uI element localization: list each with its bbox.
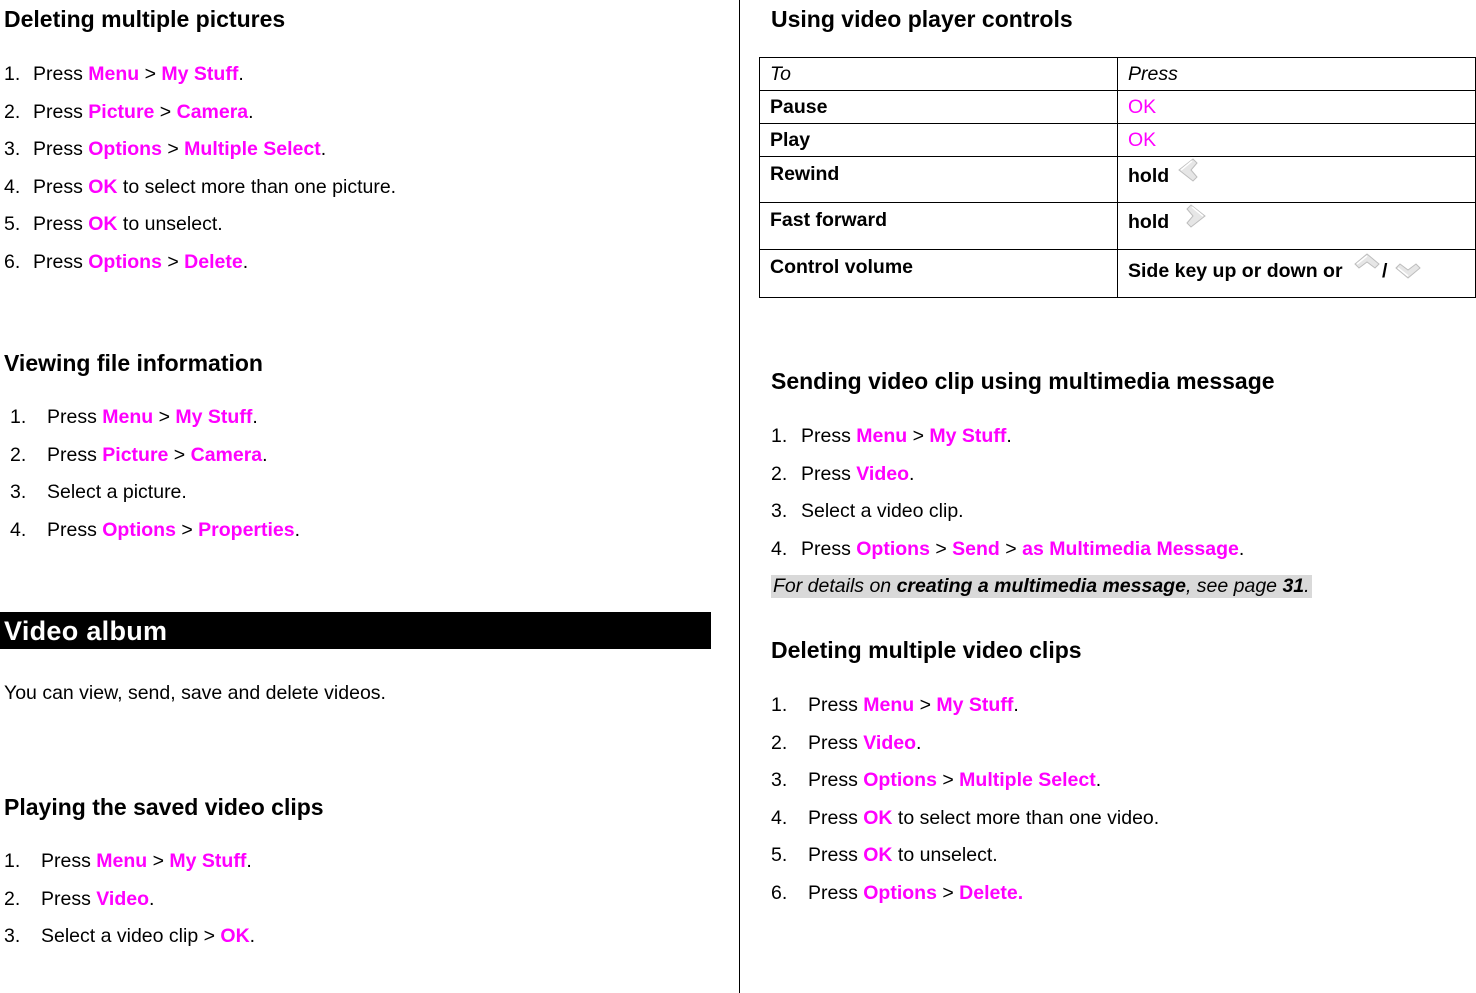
list-item — [4, 887, 255, 925]
step-text: . — [238, 63, 244, 85]
step-text: . — [242, 250, 249, 273]
menu-key: Send — [952, 537, 1000, 560]
list-item — [771, 731, 1159, 769]
step-text: Press — [801, 462, 857, 485]
step-text: Press — [33, 250, 89, 273]
list-item — [10, 405, 300, 443]
row-press-rewind — [1118, 157, 1476, 203]
step-number: 1. — [10, 406, 27, 428]
menu-key: Menu — [96, 850, 148, 872]
step-text: > — [161, 138, 185, 160]
step-number: 2. — [771, 731, 788, 754]
menu-key: Delete. — [959, 881, 1024, 904]
step-text: Press — [33, 175, 89, 198]
list-item — [771, 843, 1159, 881]
steps-deleting-pictures — [4, 62, 396, 287]
menu-key: My Stuff — [161, 63, 239, 85]
step-text: . — [252, 406, 258, 428]
menu-key: Multiple Select — [184, 138, 321, 160]
nav-left-key-icon — [1175, 157, 1205, 183]
step-text: Press — [801, 425, 857, 447]
step-text: Press — [47, 406, 103, 428]
list-item — [4, 250, 396, 288]
step-number: 2. — [4, 100, 21, 123]
note-suffix: . — [1304, 575, 1310, 597]
menu-key: Menu — [863, 694, 915, 716]
row-action-pause: Pause — [760, 91, 1118, 124]
list-item — [4, 62, 396, 100]
step-number: 4. — [771, 537, 788, 560]
step-number: 5. — [771, 844, 788, 866]
step-text: Press — [41, 850, 97, 872]
heading-deleting-pictures: Deleting multiple pictures — [4, 6, 286, 32]
step-text: Press — [33, 100, 89, 123]
table-row — [760, 91, 1476, 124]
step-text: . — [1095, 769, 1102, 791]
menu-key: Video — [856, 462, 910, 485]
heading-sending-video: Sending video clip using multimedia message — [771, 368, 1275, 394]
step-text: Press — [808, 731, 864, 754]
step-text: . — [294, 518, 301, 541]
step-text: > — [161, 250, 185, 273]
steps-viewing-file-info — [10, 405, 300, 555]
note-page-number: 31 — [1282, 575, 1305, 597]
step-text: to unselect. — [117, 213, 223, 235]
step-text: > — [154, 100, 177, 123]
step-number: 3. — [4, 925, 21, 947]
hold-label: hold — [1128, 211, 1170, 233]
menu-key: OK — [88, 175, 118, 198]
table-header-row — [760, 58, 1476, 91]
nav-up-key-icon — [1352, 250, 1382, 276]
step-number: 2. — [10, 443, 27, 466]
menu-key: Multiple Select — [959, 769, 1096, 791]
step-number: 6. — [771, 881, 788, 904]
row-press-pause: OK — [1118, 91, 1476, 124]
step-number: 2. — [4, 887, 21, 910]
menu-key: Options — [88, 138, 162, 160]
list-item — [4, 175, 396, 213]
heading-video-controls: Using video player controls — [771, 6, 1073, 32]
step-text: . — [1238, 537, 1245, 560]
step-text: Press — [33, 63, 89, 85]
step-text: Press — [801, 537, 857, 560]
step-number: 5. — [4, 213, 21, 235]
step-text: > — [168, 443, 191, 466]
list-item — [771, 806, 1159, 844]
table-row — [760, 124, 1476, 157]
menu-key: Picture — [88, 100, 155, 123]
menu-key: Picture — [102, 443, 169, 466]
menu-key: Menu — [102, 406, 154, 428]
intro-text: You can view, send, save and delete videos. — [4, 682, 386, 704]
column-divider — [739, 0, 740, 993]
table-header-to: To — [760, 58, 1118, 91]
video-controls-table — [759, 57, 1476, 298]
note-topic: creating a multimedia message — [896, 575, 1186, 597]
step-number: 4. — [10, 518, 27, 541]
step-text: to unselect. — [892, 844, 998, 866]
row-action-play: Play — [760, 124, 1118, 157]
step-text: Press — [33, 213, 89, 235]
step-text: > — [936, 881, 960, 904]
menu-key: Options — [856, 537, 930, 560]
step-text: > — [929, 537, 953, 560]
list-item — [771, 499, 1244, 537]
step-text: Press — [47, 443, 103, 466]
menu-key: Menu — [856, 425, 908, 447]
step-number: 3. — [771, 769, 788, 791]
menu-key: OK — [863, 844, 893, 866]
step-text: . — [149, 887, 155, 910]
menu-key: Menu — [88, 63, 140, 85]
list-item — [4, 100, 396, 138]
step-number: 1. — [4, 63, 21, 85]
step-text: > — [139, 63, 162, 85]
step-number: 1. — [771, 694, 788, 716]
list-item — [771, 462, 1244, 500]
menu-key: Video — [863, 731, 917, 754]
step-text: Select a video clip. — [801, 500, 964, 522]
step-text: . — [249, 925, 256, 947]
step-text: Press — [808, 806, 864, 829]
step-text: > — [153, 406, 176, 428]
menu-key: Properties — [198, 518, 295, 541]
menu-key: My Stuff — [936, 694, 1014, 716]
steps-sending-video — [771, 424, 1244, 574]
step-text: . — [909, 462, 915, 485]
table-row — [760, 250, 1476, 298]
nav-down-key-icon — [1393, 256, 1423, 282]
step-text: > — [914, 694, 937, 716]
step-text: Press — [47, 518, 103, 541]
menu-key: as Multimedia Message — [1022, 537, 1239, 560]
step-number: 1. — [771, 425, 788, 447]
step-text: > — [175, 518, 199, 541]
step-text: . — [262, 443, 268, 466]
step-text: Press — [41, 887, 97, 910]
row-action-forward: Fast forward — [760, 203, 1118, 250]
list-item — [771, 693, 1159, 731]
nav-right-key-icon — [1179, 203, 1209, 229]
list-item — [4, 212, 396, 250]
list-item — [771, 768, 1159, 806]
separator-slash: / — [1381, 260, 1388, 282]
step-number: 3. — [4, 138, 21, 160]
menu-key: Camera — [176, 100, 249, 123]
step-text: Press — [808, 694, 864, 716]
step-text: > — [147, 850, 170, 872]
step-number: 3. — [771, 500, 788, 522]
menu-key: Options — [863, 881, 937, 904]
step-text: . — [246, 850, 252, 872]
step-text: > — [936, 769, 960, 791]
step-number: 3. — [10, 481, 27, 503]
note-middle: , see page — [1185, 575, 1283, 597]
list-item — [4, 137, 396, 175]
row-action-volume: Control volume — [760, 250, 1118, 298]
step-text: Select a video clip > — [41, 925, 221, 947]
heading-viewing-file-info: Viewing file information — [4, 350, 263, 376]
menu-key: OK — [220, 925, 250, 947]
step-text: to select more than one picture. — [117, 175, 397, 198]
step-text: . — [1006, 425, 1012, 447]
step-text: . — [1013, 694, 1019, 716]
step-text: . — [248, 100, 254, 123]
step-number: 1. — [4, 850, 21, 872]
heading-deleting-videos: Deleting multiple video clips — [771, 637, 1082, 663]
table-row — [760, 157, 1476, 203]
menu-key: Options — [102, 518, 176, 541]
step-number: 4. — [4, 175, 21, 198]
step-number: 4. — [771, 806, 788, 829]
list-item — [4, 849, 255, 887]
row-press-volume — [1118, 250, 1476, 298]
menu-key: My Stuff — [175, 406, 253, 428]
menu-key: Video — [96, 887, 150, 910]
step-number: 6. — [4, 250, 21, 273]
menu-key: Camera — [190, 443, 263, 466]
step-text: Press — [33, 138, 89, 160]
list-item — [4, 924, 255, 962]
list-item — [771, 537, 1244, 575]
heading-playing-video: Playing the saved video clips — [4, 794, 324, 820]
menu-key: OK — [863, 806, 893, 829]
step-text: > — [999, 537, 1023, 560]
note-prefix: For details on — [773, 575, 897, 597]
table-row — [760, 203, 1476, 250]
menu-key: My Stuff — [169, 850, 247, 872]
step-number: 2. — [771, 462, 788, 485]
step-text: . — [320, 138, 327, 160]
menu-key: My Stuff — [929, 425, 1007, 447]
menu-key: OK — [88, 213, 118, 235]
row-press-forward — [1118, 203, 1476, 250]
step-text: > — [907, 425, 930, 447]
step-text: Press — [808, 881, 864, 904]
list-item — [10, 443, 300, 481]
row-action-rewind: Rewind — [760, 157, 1118, 203]
step-text: Press — [808, 769, 864, 791]
menu-key: Options — [863, 769, 937, 791]
section-banner-video-album: Video album — [0, 612, 711, 649]
step-text: . — [916, 731, 922, 754]
menu-key: Options — [88, 250, 162, 273]
step-text: Select a picture. — [47, 481, 187, 503]
list-item — [771, 424, 1244, 462]
list-item — [10, 518, 300, 556]
page-reference-note — [771, 575, 1312, 598]
table-header-press: Press — [1118, 58, 1476, 91]
step-text: Press — [808, 844, 864, 866]
steps-deleting-videos — [771, 693, 1159, 918]
menu-key: Delete — [184, 250, 243, 273]
row-press-play: OK — [1118, 124, 1476, 157]
hold-label: hold — [1128, 165, 1170, 187]
list-item — [10, 480, 300, 518]
side-key-label: Side key up or down or — [1128, 260, 1343, 282]
steps-playing-video — [4, 849, 255, 962]
step-text: to select more than one video. — [892, 806, 1160, 829]
list-item — [771, 881, 1159, 919]
